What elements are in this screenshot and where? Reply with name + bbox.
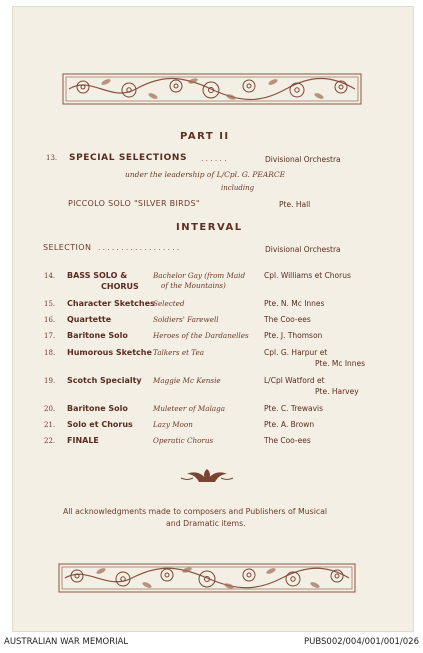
item-selection: Selected [153,299,185,308]
ornament-icon [179,468,235,484]
piccolo-line: PICCOLO SOLO "SILVER BIRDS" [68,199,200,208]
item-selection-line-2: of the Mountains) [161,281,226,290]
item-number: 20. [44,405,56,413]
footer-left: AUSTRALIAN WAR MEMORIAL [4,637,129,647]
item-title-line-2: CHORUS [101,282,139,291]
including-text: including [221,184,255,192]
item-selection: Bachelor Gay (from Maid [153,271,246,280]
piccolo-performer: Pte. Hall [279,200,311,209]
item-performer-line-2: Pte. Harvey [315,387,359,396]
item-number: 21. [44,421,56,429]
selection-dots: . . . . . . . . . . . . . . . . . . [98,243,180,252]
item-number: 17. [44,332,56,340]
acknowledgment-line-2: and Dramatic items. [166,519,246,528]
item-performer: Cpl. G. Harpur et [264,348,328,357]
item-number: 14. [44,272,56,280]
special-dots: . . . . . . [201,154,227,163]
item-title: Baritone Solo [67,404,128,413]
item-title: BASS SOLO & [67,271,128,280]
item-number: 18. [44,349,56,357]
leadership-line: under the leadership of L/Cpl. G. PEARCE [125,170,286,179]
acknowledgment-line-1: All acknowledgments made to composers and Publishers of Musical [63,507,328,516]
item-selection: Heroes of the Dardanelles [153,331,249,340]
item-number: 15. [44,300,56,308]
item-selection: Maggie Mc Kensie [153,376,221,385]
item-title: Character Sketches [67,299,155,308]
item-performer: Cpl. Williams et Chorus [264,271,351,280]
interval-title: INTERVAL [176,222,243,233]
special-performer: Divisional Orchestra [265,155,341,164]
part-title: PART II [180,131,230,142]
item-number: 22. [44,437,56,445]
item-title: Solo et Chorus [67,420,133,429]
item-selection: Talkers et Tea [153,348,205,357]
item-performer: Pte. C. Trewavis [264,404,324,413]
item-performer: Pte. N. Mc Innes [264,299,325,308]
item-number: 19. [44,377,56,385]
item-performer: The Coo-ees [264,315,311,324]
item-selection: Lazy Moon [153,420,193,429]
item-number: 16. [44,316,56,324]
special-title: SPECIAL SELECTIONS [69,153,188,163]
item-title: Humorous Sketche [67,348,152,357]
item-performer: Pte. A. Brown [264,420,315,429]
floral-border-top-icon [61,70,363,108]
item-title: FINALE [67,436,99,445]
selection-performer: Divisional Orchestra [265,245,341,254]
item-title: Quartette [67,315,112,324]
item-selection: Soldiers' Farewell [153,315,219,324]
item-performer: Pte. J. Thomson [264,331,323,340]
program-page [12,6,414,632]
item-number: 13. [46,154,58,162]
item-selection: Operatic Chorus [153,436,214,445]
footer-right: PUBS002/004/001/001/026 [304,637,419,647]
item-performer-line-2: Pte. Mc Innes [315,359,366,368]
item-performer: The Coo-ees [264,436,311,445]
selection-label: SELECTION [43,243,92,252]
item-performer: L/Cpl Watford et [264,376,325,385]
floral-border-bottom-icon [57,560,357,596]
item-title: Baritone Solo [67,331,128,340]
item-title: Scotch Specialty [67,376,142,385]
item-selection: Muleteer of Malaga [153,404,226,413]
